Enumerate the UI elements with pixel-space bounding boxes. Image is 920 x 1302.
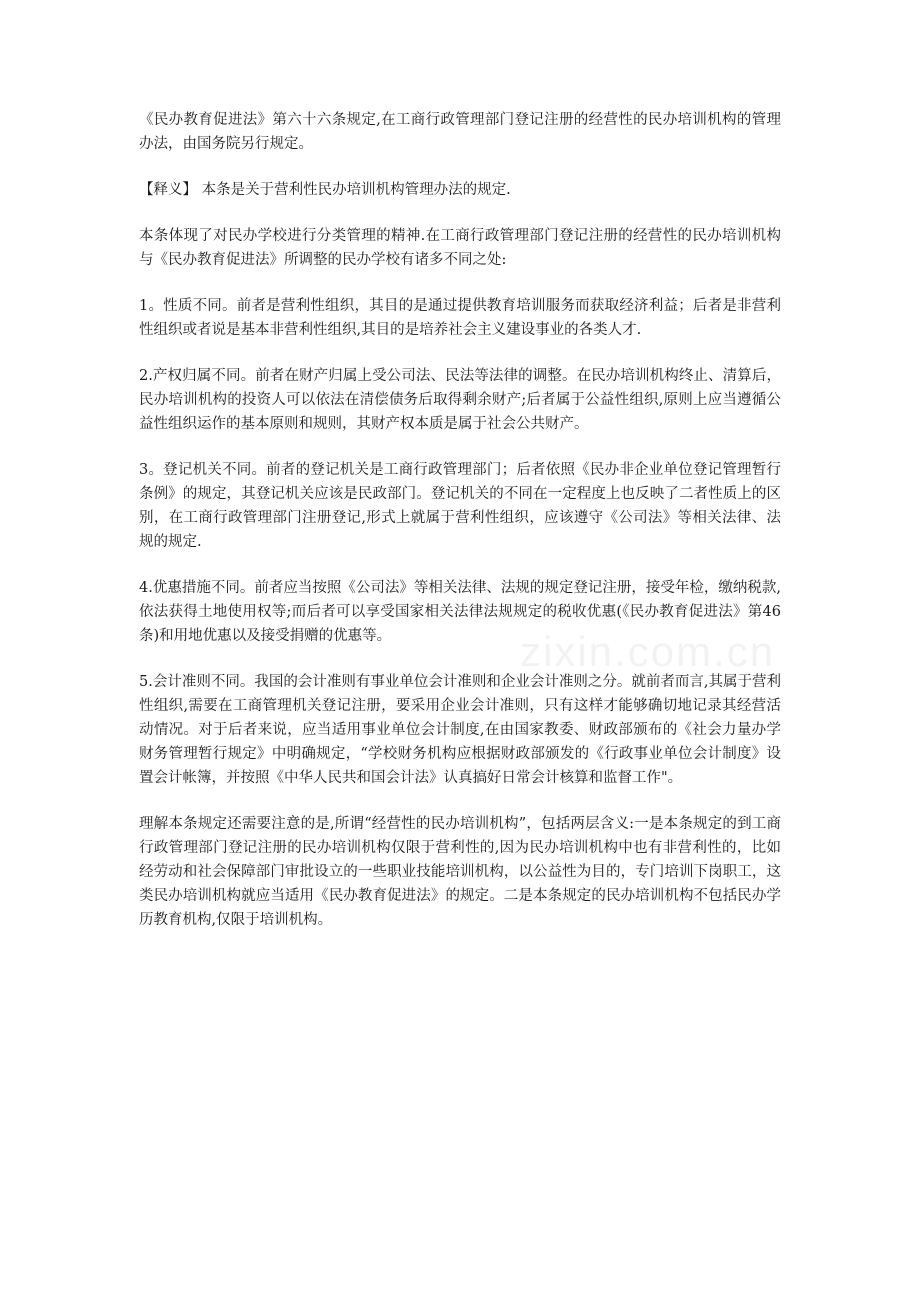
paragraph-classification-spirit: 本条体现了对民办学校进行分类管理的精神.在工商行政管理部门登记注册的经营性的民办培训机构与《民办教育促进法》所调整的民办学校有诸多不同之处:: [139, 228, 781, 268]
paragraph-interpretation: 【释义】 本条是关于营利性民办培训机构管理办法的规定.: [139, 182, 511, 198]
paragraph-article-66: 《民办教育促进法》第六十六条规定,在工商行政管理部门登记注册的经营性的民办培训机构的管理办法，由国务院另行规定。: [139, 112, 781, 152]
paragraph-point-4-preferential: 4.优惠措施不同。前者应当按照《公司法》等相关法律、法规的规定登记注册，接受年检，缴纳税款,依法获得土地使用权等;而后者可以享受国家相关法律法规规定的税收优惠(《民办教育促进法》第46条)和用地优惠以及接受捐赠的优惠等。: [139, 580, 781, 644]
paragraph-point-2-property: 2.产权归属不同。前者在财产归属上受公司法、民法等法律的调整。在民办培训机构终止、清算后，民办培训机构的投资人可以依法在清偿债务后取得剩余财产;后者属于公益性组织,原则上应当遵循公益性组织运作的基本原则和规则，其财产权本质是属于社会公共财产。: [139, 368, 781, 432]
watermark: zixin.com.cn: [520, 628, 776, 675]
paragraph-point-3-registration: 3。登记机关不同。前者的登记机关是工商行政管理部门；后者依照《民办非企业单位登记管理暂行条例》的规定，其登记机关应该是民政部门。登记机关的不同在一定程度上也反映了二者性质上的区别，在工商行政管理部门注册登记,形式上就属于营利性组织，应该遵守《公司法》等相关法律、法规的规定.: [139, 462, 781, 550]
document-body: [139, 108, 781, 954]
paragraph-understanding: 理解本条规定还需要注意的是,所谓“经营性的民办培训机构”，包括两层含义:一是本条规定的到工商行政管理部门登记注册的民办培训机构仅限于营利性的,因为民办培训机构中也有非营利性的，比如经劳动和社会保障部门审批设立的一些职业技能培训机构，以公益性为目的，专门培训下岗职工，这类民办培训机构就应当适用《民办教育促进法》的规定。二是本条规定的民办培训机构不包括民办学历教育机构,仅限于培训机构。: [139, 816, 781, 928]
paragraph-point-5-accounting: 5.会计准则不同。我国的会计准则有事业单位会计准则和企业会计准则之分。就前者而言,其属于营利性组织,需要在工商管理机关登记注册，要采用企业会计准则，只有这样才能够确切地记录其经营活动情况。对于后者来说，应当适用事业单位会计制度,在由国家教委、财政部颁布的《社会力量办学财务管理暂行规定》中明确规定，“学校财务机构应根据财政部颁发的《行政事业单位会计制度》设置会计帐簿，并按照《中华人民共和国会计法》认真搞好日常会计核算和监督工作"。: [139, 674, 781, 786]
paragraph-point-1-nature: 1。性质不同。前者是营利性组织，其目的是通过提供教育培训服务而获取经济利益；后者是非营利性组织或者说是基本非营利性组织,其目的是培养社会主义建设事业的各类人才.: [139, 298, 781, 338]
